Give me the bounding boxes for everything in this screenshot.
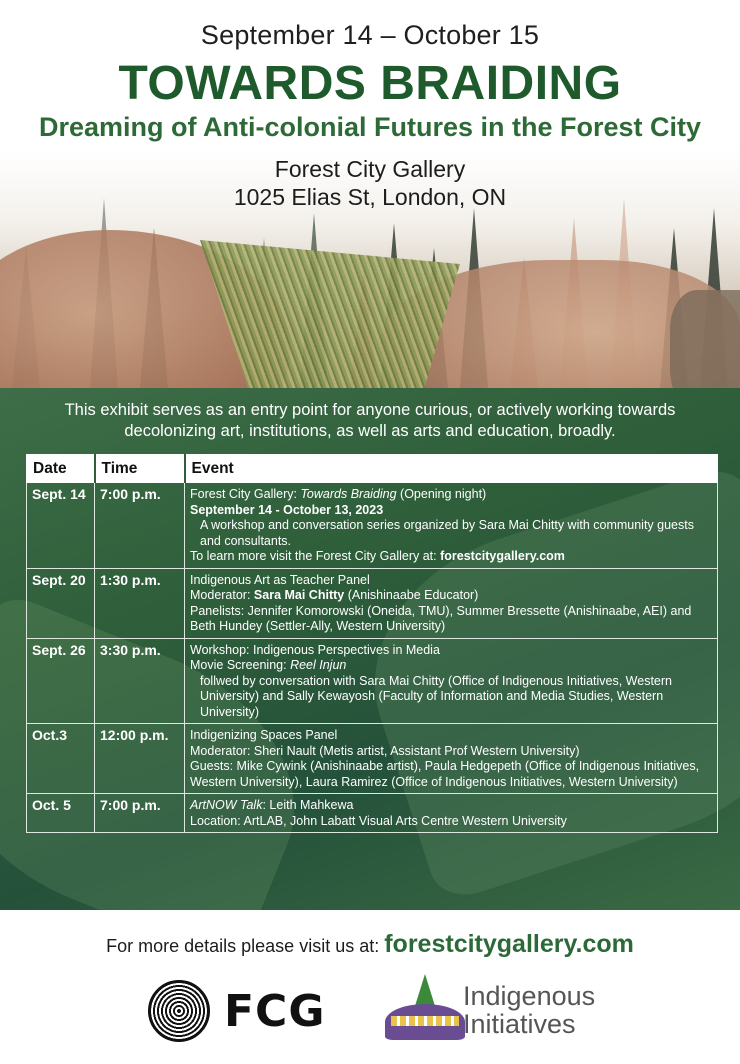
event-line: To learn more visit the Forest City Gallery at: forestcitygallery.com	[190, 549, 565, 563]
row-event	[185, 638, 718, 724]
event-line: Indigenous Art as Teacher Panel	[190, 572, 370, 587]
table-row	[27, 483, 718, 569]
ii-logo-text: Indigenous Initiatives	[463, 981, 596, 1039]
row-time: 7:00 p.m.	[95, 483, 185, 569]
event-line: Forest City Gallery: Towards Braiding (Opening night)	[190, 487, 487, 501]
event-line: Panelists: Jennifer Komorowski (Oneida, TMU), Summer Bressette (Anishinaabe, AEI) and Beth Hundey (Settler-Ally, Western University)	[190, 603, 692, 633]
tree-icon	[415, 974, 435, 1006]
table-row	[27, 794, 718, 833]
event-line: Workshop: Indigenous Perspectives in Media	[190, 642, 440, 657]
schedule-table	[26, 454, 718, 833]
event-line: Guests: Mike Cywink (Anishinaabe artist), Paula Hedgepeth (Office of Indigenous Initiatives, Western University), Laura Ramirez (Office of Indigenous Initiatives, Western University)	[190, 759, 700, 789]
row-time: 1:30 p.m.	[95, 568, 185, 638]
row-date: Sept. 14	[27, 483, 95, 569]
sleeve	[670, 290, 740, 388]
intro-text: This exhibit serves as an entry point for anyone curious, or actively working towards decolonizing art, institutions, as well as arts and education, broadly.	[64, 401, 676, 440]
col-header-event: Event	[185, 455, 718, 483]
row-date: Oct. 5	[27, 794, 95, 833]
row-event	[185, 794, 718, 833]
table-row	[27, 568, 718, 638]
tree-ring-icon	[148, 980, 210, 1042]
fcg-logo	[148, 980, 338, 1044]
exhibit-title: TOWARDS BRAIDING	[118, 57, 622, 110]
row-time: 3:30 p.m.	[95, 638, 185, 724]
visit-text: For more details please visit us at:	[106, 936, 385, 956]
row-time: 7:00 p.m.	[95, 794, 185, 833]
row-date: Sept. 26	[27, 638, 95, 724]
visit-line	[0, 930, 740, 959]
website-link[interactable]: forestcitygallery.com	[384, 930, 634, 958]
event-line: follwed by conversation with Sara Mai Chitty (Office of Indigenous Initiatives, Western University) and Sally Kewayosh (Faculty of Information and Media Studies, Western University)	[200, 673, 672, 719]
beadwork-band	[391, 1016, 459, 1026]
event-line: Indigenizing Spaces Panel	[190, 728, 338, 742]
table-row	[27, 724, 718, 794]
row-event	[185, 483, 718, 569]
poster-header	[0, 0, 740, 150]
table-row	[27, 638, 718, 724]
venue-name: Forest City Gallery	[274, 156, 466, 182]
row-time: 12:00 p.m.	[95, 724, 185, 794]
event-line: Movie Screening: Reel Injun	[190, 658, 347, 672]
row-event	[185, 724, 718, 794]
event-line: Moderator: Sheri Nault (Metis artist, Assistant Prof Western University)	[190, 743, 580, 758]
row-event	[185, 568, 718, 638]
event-line: September 14 - October 13, 2023	[190, 502, 384, 517]
event-line: Moderator: Sara Mai Chitty (Anishinaabe Educator)	[190, 588, 479, 602]
col-header-date: Date	[27, 455, 95, 483]
event-line: Location: ArtLAB, John Labatt Visual Arts Centre Western University	[190, 813, 567, 828]
venue-address: 1025 Elias St, London, ON	[233, 184, 507, 210]
poster-footer	[0, 910, 740, 1064]
row-date: Sept. 20	[27, 568, 95, 638]
venue-info	[0, 155, 740, 211]
gallery-link[interactable]: forestcitygallery.com	[440, 549, 565, 563]
col-header-time: Time	[95, 455, 185, 483]
exhibit-dates: September 14 – October 15	[200, 20, 540, 50]
indigenous-initiatives-logo	[385, 974, 625, 1054]
fcg-logo-text: FCG	[224, 986, 326, 1037]
event-line: A workshop and conversation series organized by Sara Mai Chitty with community guests and consultants.	[200, 518, 694, 548]
row-date: Oct.3	[27, 724, 95, 794]
table-header-row	[27, 455, 718, 483]
schedule-section	[0, 388, 740, 910]
exhibit-subtitle: Dreaming of Anti-colonial Futures in the Forest City	[38, 112, 702, 142]
event-line: ArtNOW Talk: Leith Mahkewa	[190, 798, 354, 812]
